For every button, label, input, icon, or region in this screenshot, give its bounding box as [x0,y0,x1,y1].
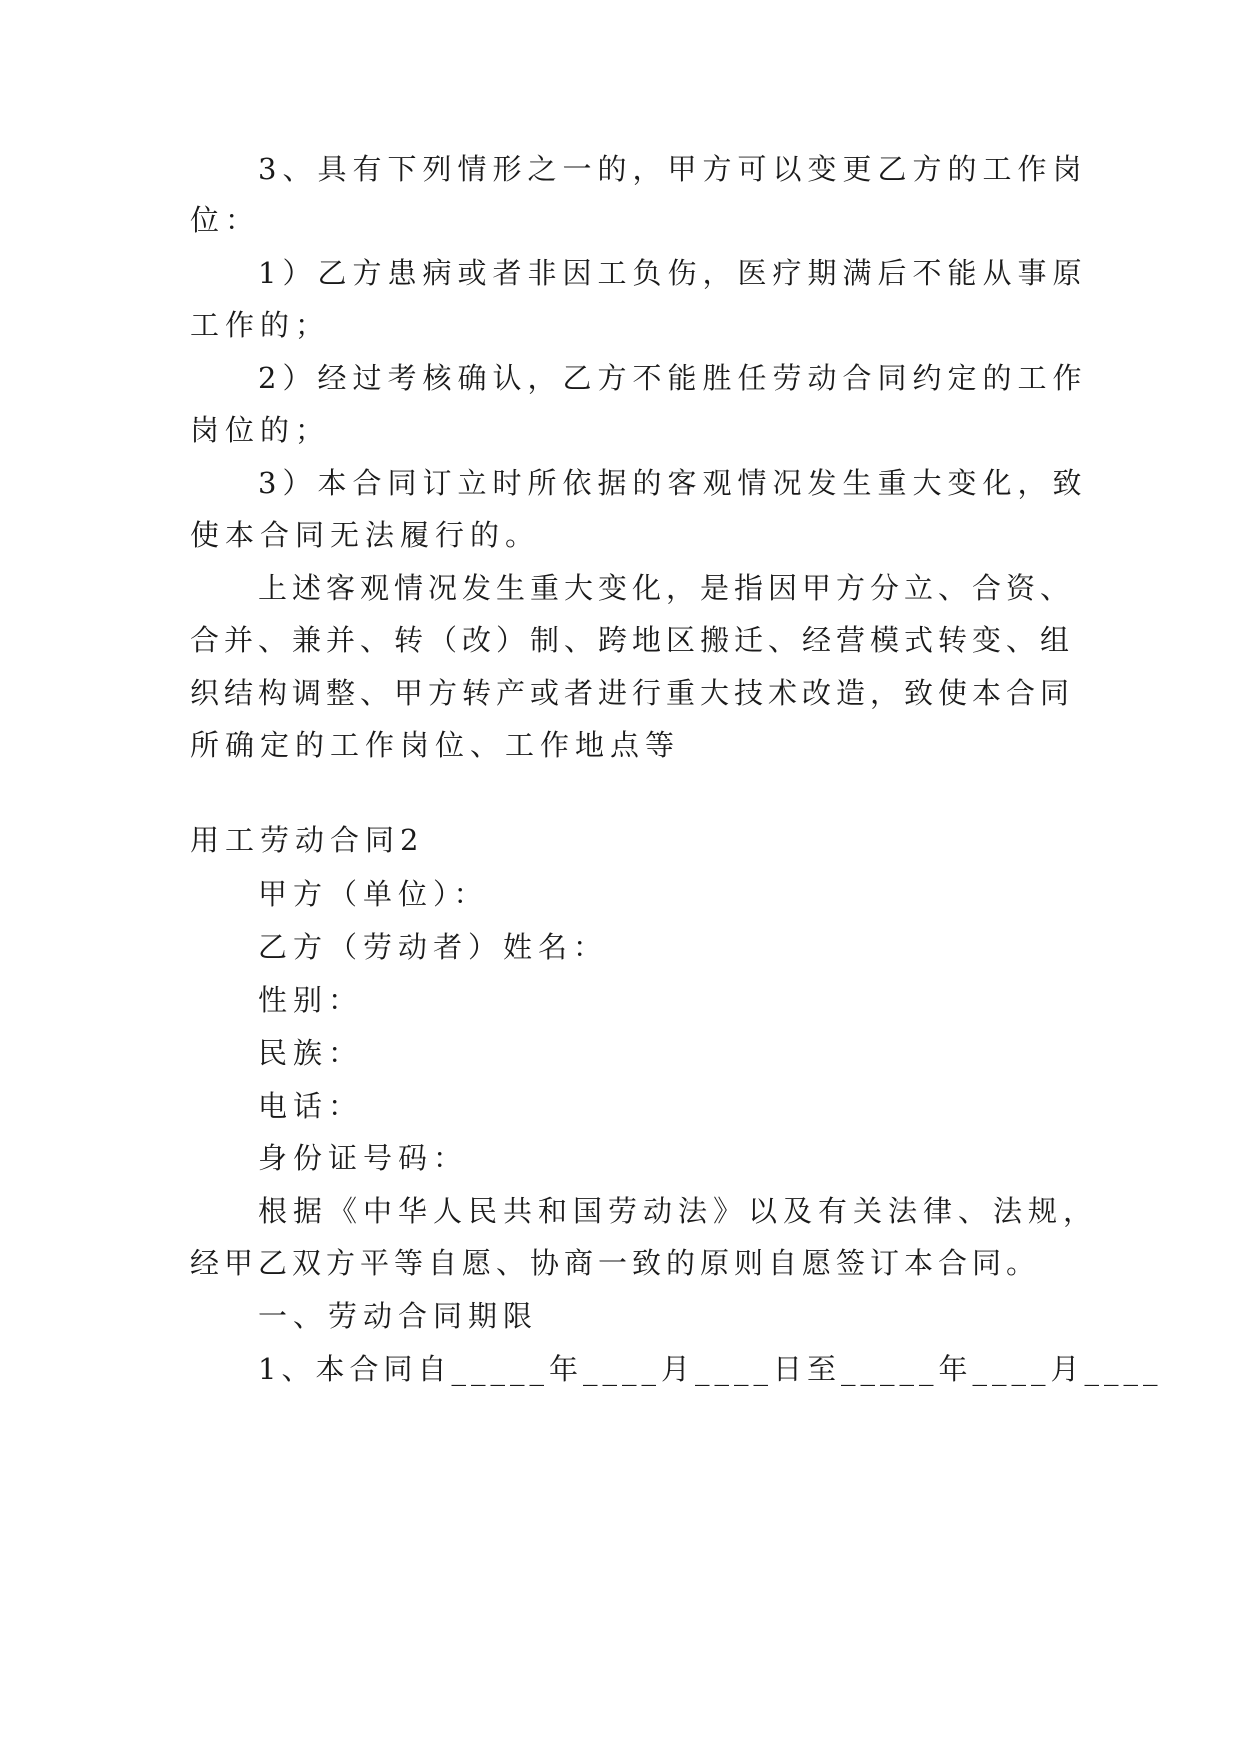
form-field-label: 身份证号码： [258,1141,469,1175]
paragraph-line: 根据《中华人民共和国劳动法》以及有关法律、法规， [258,1194,1099,1228]
form-field-label: 民族： [258,1036,364,1070]
paragraph-line: 合并、兼并、转（改）制、跨地区搬迁、经营模式转变、组 [190,623,1075,657]
paragraph-line: 经甲乙双方平等自愿、协商一致的原则自愿签订本合同。 [190,1246,1041,1280]
form-field-label: 电话： [258,1089,364,1123]
paragraph-line: 3）本合同订立时所依据的客观情况发生重大变化，致 [258,466,1088,500]
form-field-label: 乙方（劳动者）姓名： [258,930,609,964]
paragraph-line: 所确定的工作岗位、工作地点等 [190,728,681,762]
paragraph-line: 上述客观情况发生重大变化，是指因甲方分立、合资、 [258,571,1075,605]
paragraph-line: 岗位的； [190,413,331,447]
paragraph-line: 织结构调整、甲方转产或者进行重大技术改造，致使本合同 [190,676,1075,710]
clause-heading: 一、劳动合同期限 [258,1299,539,1333]
paragraph-line: 3、具有下列情形之一的，甲方可以变更乙方的工作岗 [258,152,1088,186]
form-field-label: 性别： [258,983,364,1017]
paragraph-line: 2）经过考核确认，乙方不能胜任劳动合同约定的工作 [258,361,1088,395]
paragraph-line: 工作的； [190,308,331,342]
form-field-label: 甲方（单位）： [258,877,489,911]
paragraph-line: 1）乙方患病或者非因工负伤，医疗期满后不能从事原 [258,256,1088,290]
paragraph-line: 位： [190,203,261,237]
paragraph-line: 使本合同无法履行的。 [190,518,541,552]
paragraph-line: 1、本合同自_____年____月____日至_____年____月____ [258,1352,1163,1386]
section-title: 用工劳动合同2 [190,823,425,857]
